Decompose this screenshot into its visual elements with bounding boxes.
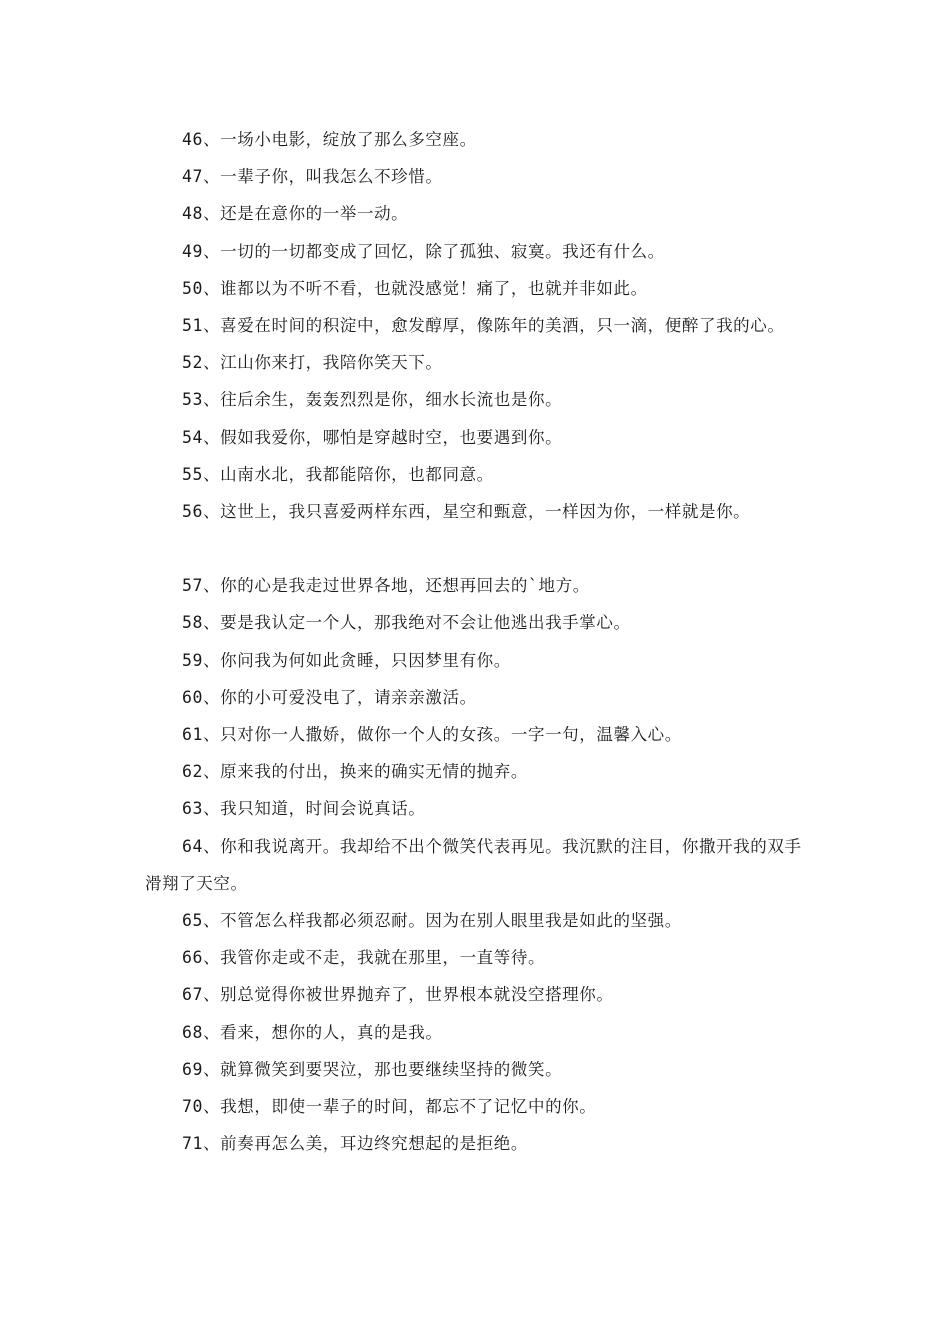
list-item: 62、原来我的付出，换来的确实无情的抛弃。 <box>182 762 528 782</box>
list-item: 61、只对你一人撒娇，做你一个人的女孩。一字一句，温馨入心。 <box>182 725 682 745</box>
list-item: 52、江山你来打，我陪你笑天下。 <box>182 353 443 373</box>
list-item: 53、往后余生，轰轰烈烈是你，细水长流也是你。 <box>182 390 563 410</box>
list-item: 66、我管你走或不走，我就在那里，一直等待。 <box>182 948 546 968</box>
list-item: 69、就算微笑到要哭泣，那也要继续坚持的微笑。 <box>182 1059 563 1079</box>
list-item: 57、你的心是我走过世界各地，还想再回去的`地方。 <box>182 576 590 596</box>
list-item: 46、一场小电影，绽放了那么多空座。 <box>182 130 477 149</box>
list-item: 56、这世上，我只喜爱两样东西，星空和甄意，一样因为你，一样就是你。 <box>182 502 751 522</box>
list-item: 68、看来，想你的人，真的是我。 <box>182 1022 443 1042</box>
list-item: 51、喜爱在时间的积淀中，愈发醇厚，像陈年的美酒，只一滴，便醉了我的心。 <box>182 316 785 336</box>
list-item: 64、你和我说离开。我却给不出个微笑代表再见。我沉默的注目，你撒开我的双手滑翔了天空。 <box>145 836 802 893</box>
list-item: 48、还是在意你的一举一动。 <box>182 204 409 224</box>
entry-list <box>145 121 815 1162</box>
list-item: 70、我想，即使一辈子的时间，都忘不了记忆中的你。 <box>182 1097 597 1117</box>
list-item: 71、前奏再怎么美，耳边终究想起的是拒绝。 <box>182 1134 528 1154</box>
list-item: 60、你的小可爱没电了，请亲亲激活。 <box>182 687 477 707</box>
list-item: 47、一辈子你，叫我怎么不珍惜。 <box>182 167 443 187</box>
list-item: 67、别总觉得你被世界抛弃了，世界根本就没空搭理你。 <box>182 985 614 1005</box>
list-item: 55、山南水北，我都能陪你，也都同意。 <box>182 464 494 484</box>
list-item: 65、不管怎么样我都必须忍耐。因为在别人眼里我是如此的坚强。 <box>182 911 682 931</box>
list-item: 58、要是我认定一个人，那我绝对不会让他逃出我手掌心。 <box>182 613 631 633</box>
list-item: 50、谁都以为不听不看，也就没感觉！痛了，也就并非如此。 <box>182 278 648 298</box>
list-item: 54、假如我爱你，哪怕是穿越时空，也要遇到你。 <box>182 427 563 447</box>
list-item: 63、我只知道，时间会说真话。 <box>182 799 426 819</box>
list-item: 59、你问我为何如此贪睡，只因梦里有你。 <box>182 650 511 670</box>
paragraph-gap <box>145 530 815 567</box>
list-item: 49、一切的一切都变成了回忆，除了孤独、寂寞。我还有什么。 <box>182 241 665 261</box>
